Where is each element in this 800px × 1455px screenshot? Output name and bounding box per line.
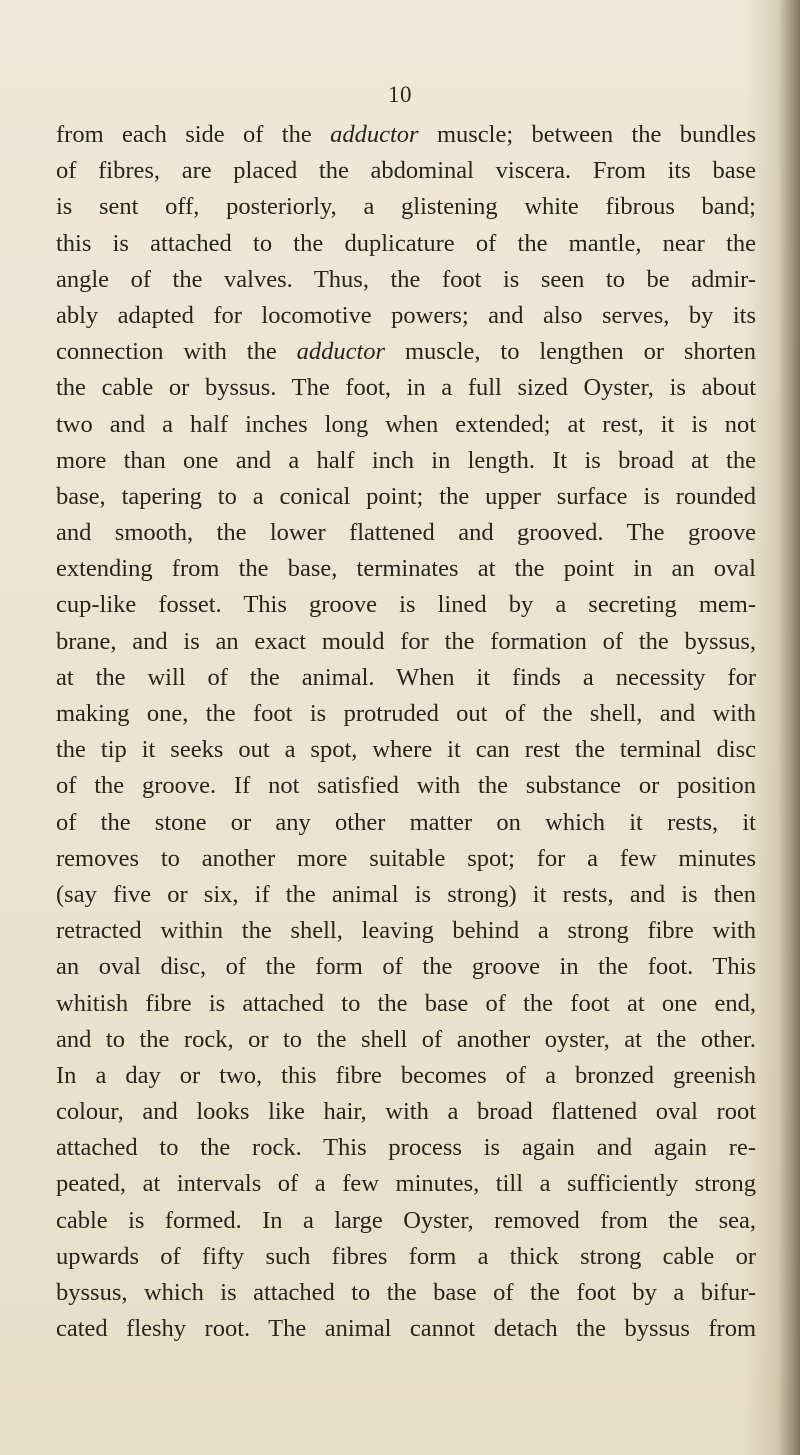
text-line: this is attached to the duplicature of the mantle, near the [56,229,756,257]
text-line: from each side of the adductor muscle; between the bundles [56,121,756,148]
text-line: is sent off, posteriorly, a glistening white fibrous band; [56,193,756,221]
text-line: extending from the base, terminates at the point in an oval [56,555,756,583]
text-line: at the will of the animal. When it finds a necessity for [56,663,756,691]
body-text [56,117,756,1347]
text-line: peated, at intervals of a few minutes, till a sufficiently strong [56,1170,756,1198]
text-line: removes to another more suitable spot; for a few minutes [56,844,756,872]
text-line: colour, and looks like hair, with a broad flattened oval root [56,1098,756,1126]
text-line: whitish fibre is attached to the base of the foot at one end, [56,989,756,1017]
text-line: cable is formed. In a large Oyster, removed from the sea, [56,1206,756,1234]
text-line: base, tapering to a conical point; the upper surface is rounded [56,482,756,510]
page-number: 10 [388,82,412,107]
text-line: more than one and a half inch in length. It is broad at the [56,446,756,474]
text-line: connection with the adductor muscle, to lengthen or shorten [56,338,756,366]
text-line: ably adapted for locomotive powers; and also serves, by its [56,301,756,329]
text-line: and to the rock, or to the shell of another oyster, at the other. [56,1025,756,1053]
text-line: (say five or six, if the animal is strong) it rests, and is then [56,880,756,908]
text-line: making one, the foot is protruded out of the shell, and with [56,700,756,727]
text-line: cup-like fosset. This groove is lined by a secreting mem- [56,591,756,619]
text-line: upwards of fifty such fibres form a thick strong cable or [56,1242,756,1270]
text-line: and smooth, the lower flattened and grooved. The groove [56,519,756,547]
text-line: brane, and is an exact mould for the formation of the byssus, [56,627,756,655]
text-line: retracted within the shell, leaving behind a strong fibre with [56,917,756,945]
text-line: of fibres, are placed the abdominal viscera. From its base [56,157,756,185]
text-line: In a day or two, this fibre becomes of a bronzed greenish [56,1061,756,1089]
text-line: cated fleshy root. The animal cannot detach the byssus from [56,1315,756,1343]
text-line: of the groove. If not satisfied with the substance or position [56,772,756,800]
text-line: byssus, which is attached to the base of the foot by a bifur- [56,1279,756,1306]
text-line: angle of the valves. Thus, the foot is seen to be admir- [56,265,756,293]
page-edge-shadow [778,0,800,1455]
text-line: two and a half inches long when extended; at rest, it is not [56,410,756,438]
text-line: an oval disc, of the form of the groove in the foot. This [56,953,756,981]
text-line: the cable or byssus. The foot, in a full sized Oyster, is about [56,374,756,402]
text-line: the tip it seeks out a spot, where it can rest the terminal disc [56,736,756,764]
text-line: attached to the rock. This process is again and again re- [56,1134,756,1162]
text-line: of the stone or any other matter on which it rests, it [56,808,756,836]
